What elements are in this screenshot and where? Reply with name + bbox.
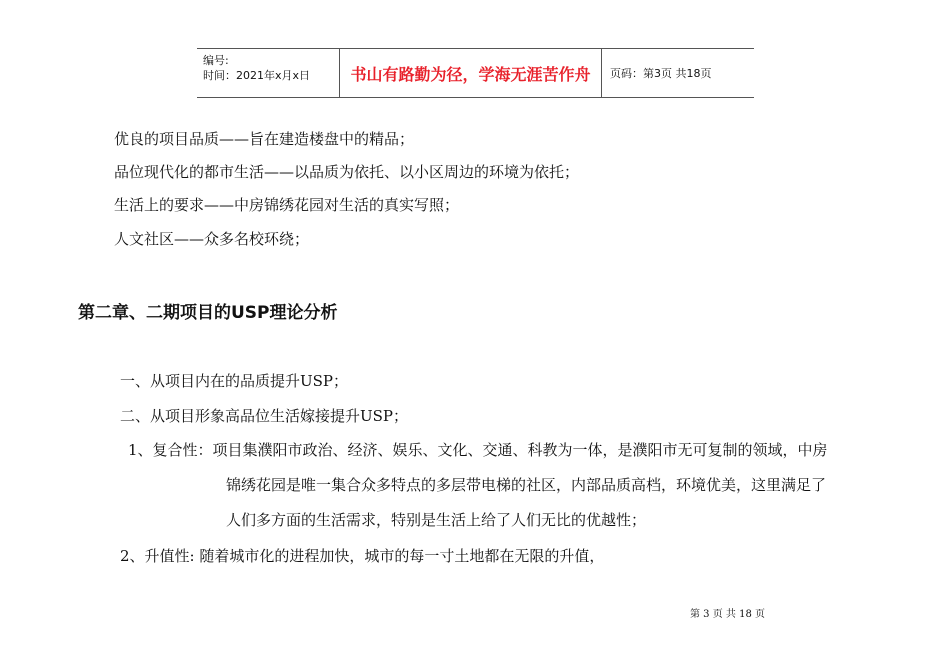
header-page-label: 页码：第3页 共18页	[610, 67, 712, 80]
header-motto: 书山有路勤为径，学海无涯苦作舟	[340, 49, 602, 97]
section-line: 一、从项目内在的品质提升USP；	[120, 372, 349, 390]
header-meta	[197, 49, 340, 97]
intro-line: 生活上的要求——中房锦绣花园对生活的真实写照；	[114, 196, 460, 214]
intro-line: 人文社区——众多名校环绕；	[114, 230, 310, 248]
item-1-line-3: 人们多方面的生活需求，特别是生活上给了人们无比的优越性；	[226, 511, 647, 529]
intro-line: 品位现代化的都市生活——以品质为依托、以小区周边的环境为依托；	[114, 163, 580, 181]
intro-line: 优良的项目品质——旨在建造楼盘中的精品；	[114, 130, 415, 148]
item-2-line: 2、升值性: 随着城市化的进程加快，城市的每一寸土地都在无限的升值，	[120, 547, 605, 565]
page-footer: 第 3 页 共 18 页	[690, 609, 765, 620]
header-time-label: 时间：2021年x月x日	[203, 69, 311, 82]
section-line: 二、从项目形象高品位生活嫁接提升USP；	[120, 407, 409, 425]
item-1-line-1: 1、复合性：项目集濮阳市政治、经济、娱乐、文化、交通、科教为一体，是濮阳市无可复制的领域，中房	[128, 441, 828, 459]
header-number-label: 编号:	[203, 54, 229, 67]
chapter-title: 第二章、二期项目的USP理论分析	[78, 303, 338, 323]
item-1-line-2: 锦绣花园是唯一集合众多特点的多层带电梯的社区，内部品质高档，环境优美，这里满足了	[226, 476, 827, 494]
page-header	[197, 48, 754, 98]
